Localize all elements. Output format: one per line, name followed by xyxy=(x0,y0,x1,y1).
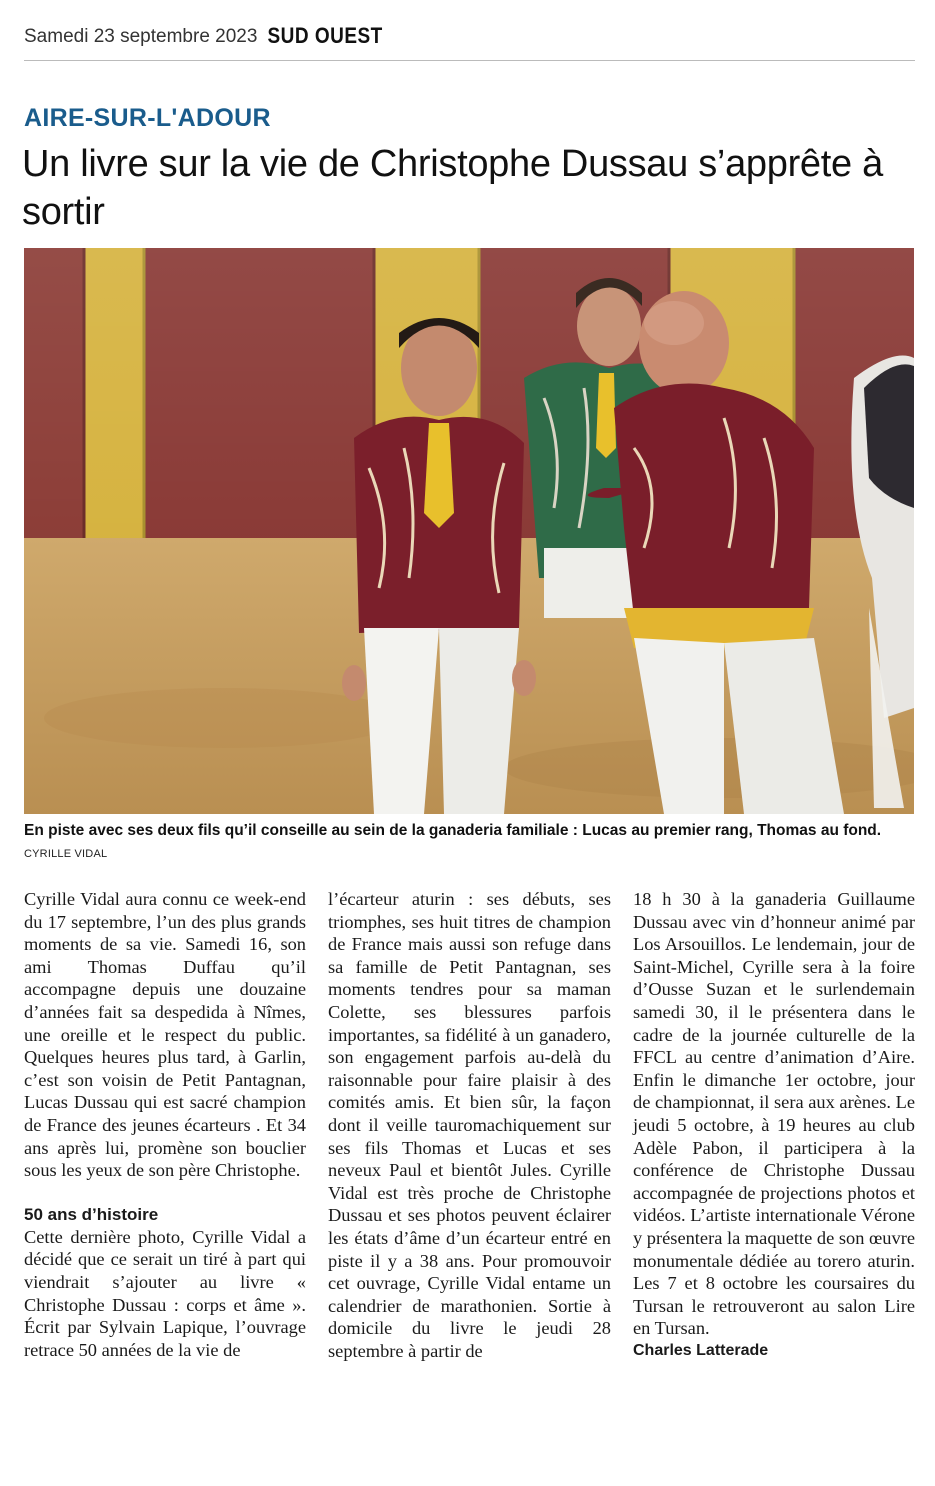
body-paragraph: l’écarteur aturin : ses débuts, ses triomphes, ses huit titres de champion de France mais aussi son refuge dans sa famille de Petit Pantagnan, ses moments tendres pour sa maman Colette, ses blessures parfois importantes, sa fidélité à un ganadero, son engagement parfois au-delà du raisonnable pour faire plaisir à des comités amis. Et bien sûr, la façon dont il veille tauromachiquement sur ses fils Thomas et Lucas et ses neveux Paul et bientôt Jules. Cyrille Vidal est très proche de Christophe Dussau et ses photos peuvent éclairer les états d’âme d’un écarteur entré en piste il y a 38 ans. Pour promouvoir cet ouvrage, Cyrille Vidal entame un calendrier de marathonien. Sortie à domicile du livre le jeudi 28 septembre à partir de xyxy=(328,889,611,1361)
issue-date: Samedi 23 septembre 2023 xyxy=(24,26,258,47)
article-photo xyxy=(24,248,914,814)
article-column-2 xyxy=(328,888,611,1362)
bullring-photo-icon xyxy=(24,248,914,814)
article-kicker: AIRE-SUR-L'ADOUR xyxy=(24,104,271,132)
header-rule xyxy=(24,60,915,61)
article-column-1 xyxy=(24,888,306,1361)
article-author: Charles Latterade xyxy=(633,1341,769,1359)
article-subhead: 50 ans d’histoire xyxy=(24,1204,159,1224)
article-headline: Un livre sur la vie de Christophe Dussau s’apprête à sortir xyxy=(22,143,883,233)
body-paragraph: 18 h 30 à la ganaderia Guillaume Dussau avec vin d’honneur animé par Los Arsouillos. Le lendemain, jour de Saint-Michel, Cyrille sera à la foire d’Ousse Suzan et le surlendemain samedi 30, il le présentera dans le cadre de la journée culturelle de la FFCL au centre d’animation d’Aire. Enfin le dimanche 1er octobre, jour de championnat, il sera aux arènes. Le jeudi 5 octobre, à 19 heures au club Adèle Pabon, il participera à la conférence de Christophe Dussau accompagnée de projections photos et vidéos. L’artiste internationale Vérone y présentera la maquette de son œuvre monumentale dédiée au torero aturin. Les 7 et 8 octobre les coursaires du Tursan le retrouveront au salon Lire en Tursan. xyxy=(633,889,915,1339)
photo-caption xyxy=(24,820,919,865)
caption-text: En piste avec ses deux fils qu’il conseille au sein de la ganaderia familiale : Lucas au premier rang, Thomas au fond. xyxy=(24,822,882,839)
body-paragraph: Cyrille Vidal aura connu ce week-end du 17 septembre, l’un des plus grands moments de sa vie. Samedi 16, son ami Thomas Duffau qu’il accompagne depuis une douzaine d’années fait sa despedida à Nîmes, une oreille et le respect du public. Quelques heures plus tard, à Garlin, c’est son voisin de Petit Pantagnan, Lucas Dussau qui est sacré champion de France des jeunes écarteurs . Et 34 ans après lui, promène son bouclier sous les yeux de son père Christophe. xyxy=(24,889,306,1181)
photo-credit: CYRILLE VIDAL xyxy=(24,848,108,860)
page-header xyxy=(24,26,383,58)
publication-name: SUD OUEST xyxy=(267,24,383,49)
article-column-3 xyxy=(633,888,915,1362)
body-paragraph: Cette dernière photo, Cyrille Vidal a décidé que ce serait un tiré à part qui viendrait s’ajouter au livre « Christophe Dussau : corps et âme ». Écrit par Sylvain Lapique, l’ouvrage retrace 50 années de la vie de xyxy=(24,1226,306,1360)
